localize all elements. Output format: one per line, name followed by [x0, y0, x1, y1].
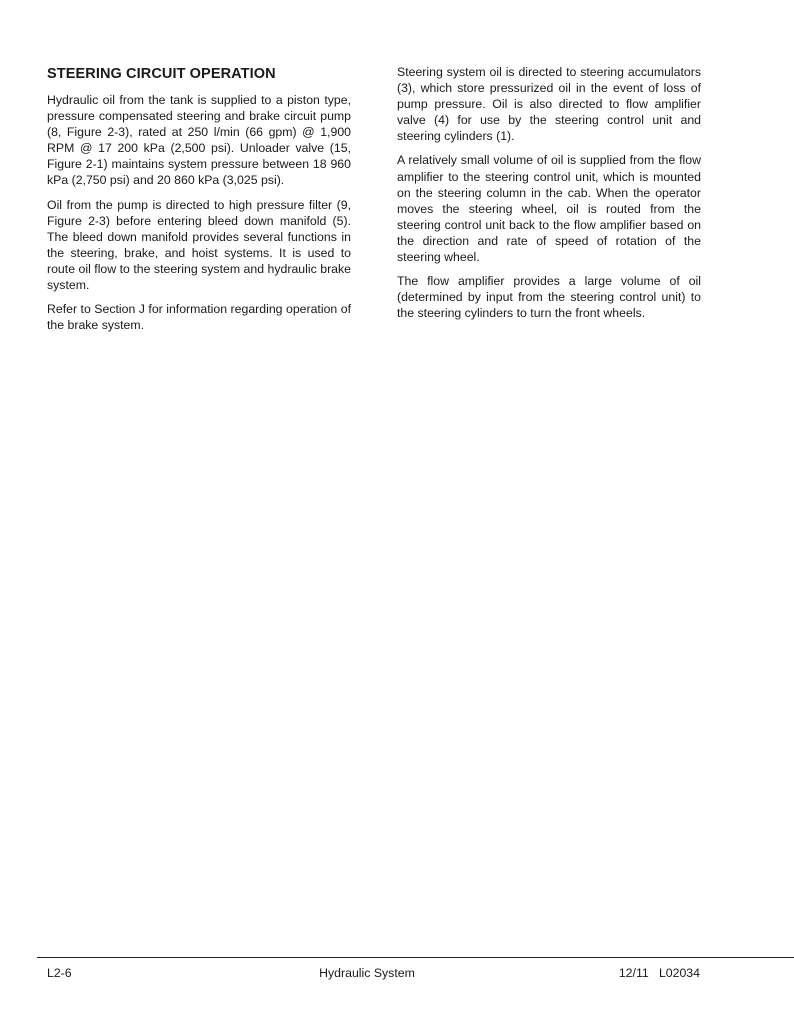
footer-doc-id: 12/11 L02034	[618, 966, 700, 980]
footer-divider	[37, 957, 794, 958]
paragraph-accumulators: Steering system oil is directed to steering accumulators (3), which store pressurized oil in the event of loss of pump pressure. Oil is also directed to flow amplifier valve (4) for use by the steering control unit and steering cylinders (1).	[397, 65, 701, 144]
paragraph-filter-manifold: Oil from the pump is directed to high pressure filter (9, Figure 2-3) before entering bleed down manifold (5). The bleed down manifold provides several functions in the steering, brake, and hoist systems. It is used to route oil flow to the steering system and hydraulic brake system.	[47, 197, 351, 293]
paragraph-brake-reference: Refer to Section J for information regarding operation of the brake system.	[47, 302, 351, 333]
left-column	[47, 64, 351, 341]
section-heading: STEERING CIRCUIT OPERATION	[47, 66, 276, 82]
footer-section-title: Hydraulic System	[319, 966, 415, 980]
right-column	[397, 64, 701, 329]
paragraph-pump-supply: Hydraulic oil from the tank is supplied to a piston type, pressure compensated steering and brake circuit pump (8, Figure 2-3), rated at 250 l/min (66 gpm) @ 1,900 RPM @ 17 200 kPa (2,500 psi). Unloader valve (15, Figure 2-1) maintains system pressure between 18 960 kPa (2,750 psi) and 20 860 kPa (3,025 psi).	[47, 93, 351, 188]
paragraph-flow-amplifier: The flow amplifier provides a large volume of oil (determined by input from the steering control unit) to the steering cylinders to turn the front wheels.	[397, 274, 701, 321]
paragraph-steering-control-unit: A relatively small volume of oil is supplied from the flow amplifier to the steering control unit, which is mounted on the steering column in the cab. When the operator moves the steering wheel, oil is routed from the steering control unit back to the flow amplifier based on the direction and rate of speed of rotation of the steering wheel.	[397, 153, 701, 265]
footer-page-number: L2-6	[47, 966, 72, 980]
